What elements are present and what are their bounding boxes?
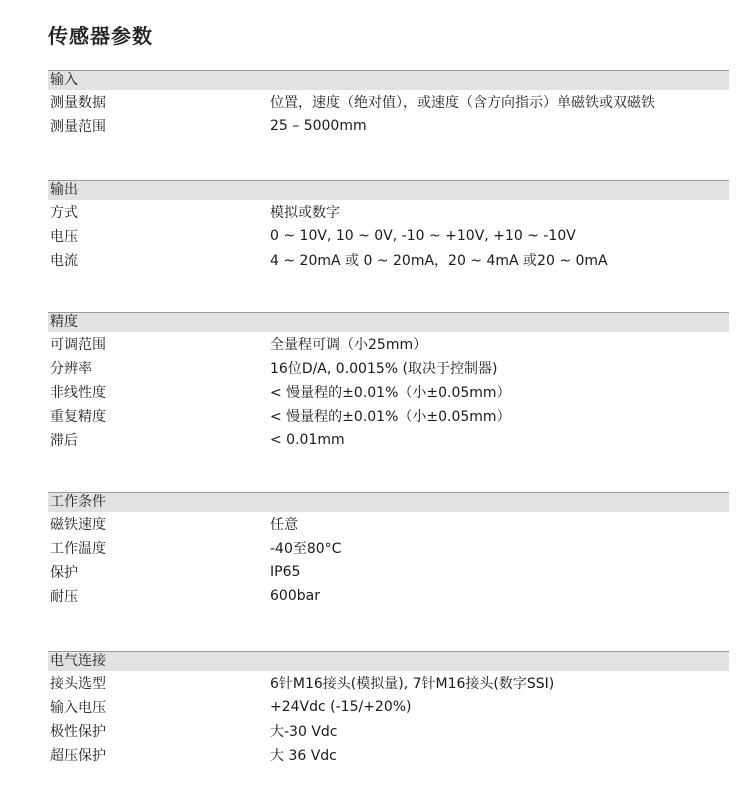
section-header: 输入 [48,70,729,90]
spec-value: 0 ~ 10V, 10 ~ 0V, -10 ~ +10V, +10 ~ -10V [270,228,576,244]
section-electrical-connection [48,651,729,767]
spec-value: 16位D/A, 0.0015% (取决于控制器) [270,361,498,377]
spec-row [48,719,729,743]
spec-row [48,332,729,356]
spec-row [48,224,729,248]
spec-value: 全量程可调（小25mm） [270,337,428,353]
spec-row [48,560,729,584]
spec-label: 耐压 [50,589,78,605]
spec-row [48,404,729,428]
spec-value: < 慢量程的±0.01%（小±0.05mm） [270,409,511,425]
spec-row [48,695,729,719]
spec-label: 分辨率 [50,361,92,377]
spec-row [48,584,729,608]
spec-row [48,743,729,767]
spec-value: -40至80°C [270,541,342,557]
spec-row [48,356,729,380]
spec-row [48,200,729,224]
spec-label: 测量数据 [50,95,106,111]
spec-value: 任意 [270,517,298,533]
spec-label: 非线性度 [50,385,106,401]
spec-label: 可调范围 [50,337,106,353]
spec-value: IP65 [270,564,301,580]
spec-row [48,380,729,404]
spec-value: 4 ~ 20mA 或 0 ~ 20mA，20 ~ 4mA 或20 ~ 0mA [270,253,608,269]
spec-label: 方式 [50,205,78,221]
spec-row [48,248,729,272]
spec-label: 接头选型 [50,676,106,692]
spec-row [48,536,729,560]
spec-label: 电压 [50,229,78,245]
section-header: 精度 [48,312,729,332]
spec-label: 滞后 [50,433,78,449]
spec-row [48,90,729,114]
spec-value: 大 36 Vdc [270,748,337,764]
spec-row [48,512,729,536]
spec-row [48,428,729,452]
spec-label: 工作温度 [50,541,106,557]
spec-row [48,114,729,138]
spec-label: 输入电压 [50,700,106,716]
spec-value: 位置，速度（绝对值），或速度（含方向指示）单磁铁或双磁铁 [270,95,655,111]
spec-value: 25 – 5000mm [270,118,367,134]
section-accuracy [48,312,729,452]
section-header: 输出 [48,180,729,200]
spec-value: 模拟或数字 [270,205,340,221]
spec-row [48,671,729,695]
spec-label: 超压保护 [50,748,106,764]
spec-label: 测量范围 [50,119,106,135]
spec-value: 600bar [270,588,320,604]
section-header: 电气连接 [48,651,729,671]
spec-label: 电流 [50,253,78,269]
spec-label: 保护 [50,565,78,581]
spec-value: 大-30 Vdc [270,724,338,740]
spec-value: < 慢量程的±0.01%（小±0.05mm） [270,385,511,401]
section-input [48,70,729,138]
section-header: 工作条件 [48,492,729,512]
section-operating-conditions [48,492,729,608]
spec-value: +24Vdc (-15/+20%) [270,699,412,715]
spec-label: 磁铁速度 [50,517,106,533]
spec-label: 极性保护 [50,724,106,740]
spec-value: 6针M16接头(模拟量), 7针M16接头(数字SSI) [270,676,555,692]
spec-label: 重复精度 [50,409,106,425]
page-title: 传感器参数 [48,24,153,48]
section-output [48,180,729,272]
spec-value: < 0.01mm [270,432,345,448]
